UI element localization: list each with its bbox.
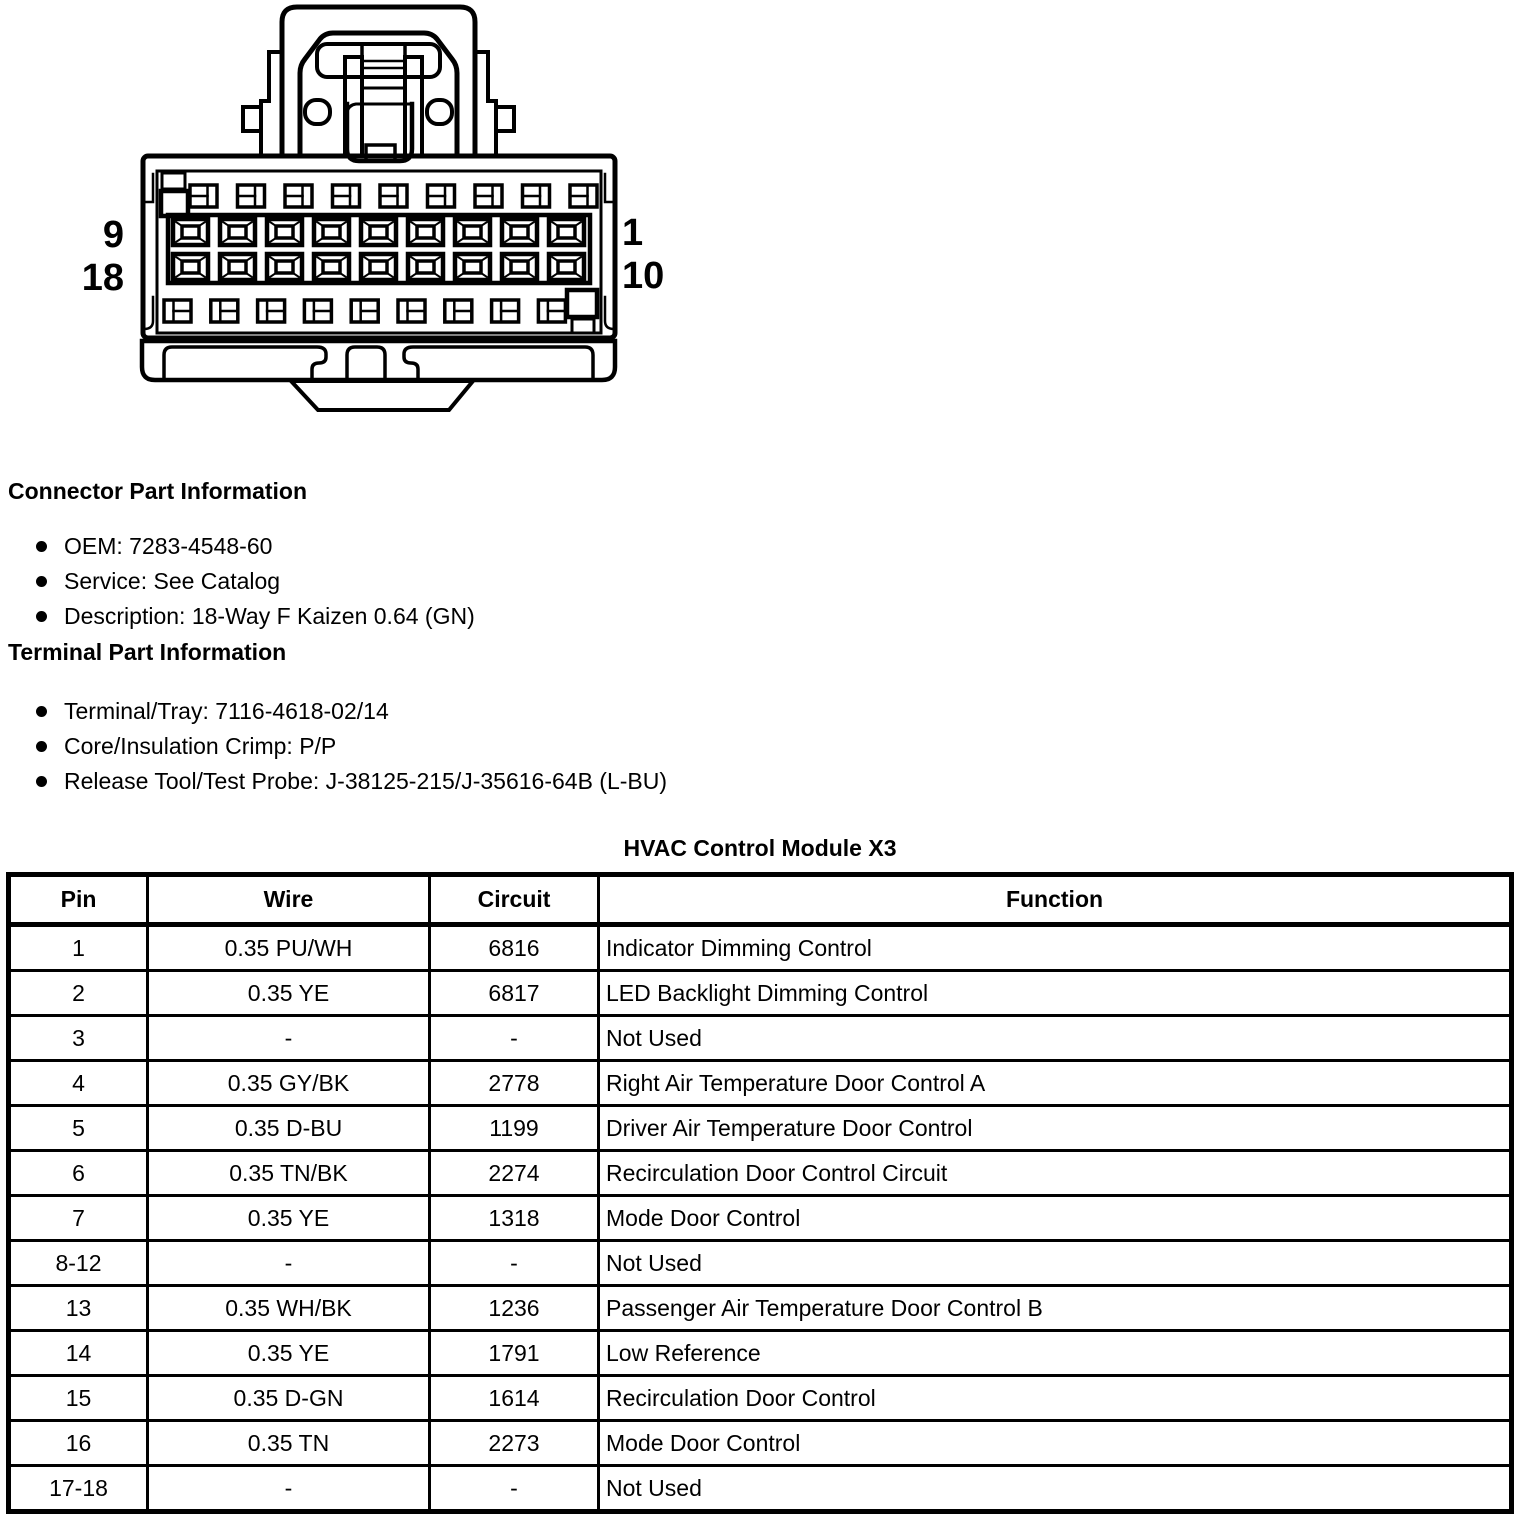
cell-function: Right Air Temperature Door Control A: [599, 1061, 1512, 1106]
cell-circuit: 1199: [430, 1106, 599, 1151]
cell-function: Recirculation Door Control Circuit: [599, 1151, 1512, 1196]
terminal-info-list: [0, 694, 667, 799]
bullet-icon: [36, 776, 47, 787]
cell-circuit: 1614: [430, 1376, 599, 1421]
table-row: [9, 1466, 1512, 1512]
cell-circuit: 1791: [430, 1331, 599, 1376]
cell-pin: 14: [9, 1331, 148, 1376]
column-header-circuit: Circuit: [430, 875, 599, 925]
column-header-pin: Pin: [9, 875, 148, 925]
cell-wire: 0.35 PU/WH: [148, 925, 430, 971]
list-item-text: Terminal/Tray: 7116-4618-02/14: [64, 698, 389, 724]
connector-diagram: [0, 0, 700, 430]
cell-wire: 0.35 YE: [148, 1196, 430, 1241]
pin-label-9: 9: [102, 214, 124, 256]
cell-circuit: -: [430, 1016, 599, 1061]
cell-pin: 17-18: [9, 1466, 148, 1512]
cell-wire: 0.35 D-GN: [148, 1376, 430, 1421]
table-row: [9, 1286, 1512, 1331]
cell-wire: 0.35 YE: [148, 1331, 430, 1376]
cell-circuit: -: [430, 1466, 599, 1512]
terminal-row-1: [173, 219, 584, 245]
list-item-text: Service: See Catalog: [64, 568, 281, 594]
list-item-text: OEM: 7283-4548-60: [64, 533, 273, 559]
list-item: [0, 729, 667, 764]
table-title: HVAC Control Module X3: [623, 835, 897, 861]
cell-circuit: 6817: [430, 971, 599, 1016]
connector-info-heading: Connector Part Information: [8, 478, 308, 504]
cell-pin: 8-12: [9, 1241, 148, 1286]
pin-label-10: 10: [622, 255, 665, 297]
table-row: [9, 1196, 1512, 1241]
pinout-table: [6, 872, 1514, 1514]
cell-circuit: 2273: [430, 1421, 599, 1466]
cell-pin: 15: [9, 1376, 148, 1421]
cell-wire: 0.35 TN/BK: [148, 1151, 430, 1196]
cell-pin: 2: [9, 971, 148, 1016]
list-item: [0, 529, 475, 564]
terminal-row-2: [173, 254, 584, 280]
cell-wire: -: [148, 1466, 430, 1512]
table-row: [9, 1106, 1512, 1151]
cell-pin: 7: [9, 1196, 148, 1241]
list-item-text: Core/Insulation Crimp: P/P: [64, 733, 337, 759]
cell-function: Not Used: [599, 1466, 1512, 1512]
cell-function: Not Used: [599, 1241, 1512, 1286]
table-row: [9, 1151, 1512, 1196]
list-item: [0, 564, 475, 599]
table-row: [9, 1421, 1512, 1466]
cell-circuit: 1318: [430, 1196, 599, 1241]
cell-wire: 0.35 YE: [148, 971, 430, 1016]
cell-wire: 0.35 D-BU: [148, 1106, 430, 1151]
cell-wire: -: [148, 1241, 430, 1286]
column-header-function: Function: [599, 875, 1512, 925]
pin-label-1: 1: [622, 212, 644, 254]
cell-wire: 0.35 GY/BK: [148, 1061, 430, 1106]
header-row: [9, 875, 1512, 925]
table-row: [9, 925, 1512, 971]
cell-function: Mode Door Control: [599, 1421, 1512, 1466]
cell-function: Indicator Dimming Control: [599, 925, 1512, 971]
pin-label-18: 18: [81, 257, 124, 299]
cell-pin: 3: [9, 1016, 148, 1061]
cell-wire: 0.35 TN: [148, 1421, 430, 1466]
table-row: [9, 1061, 1512, 1106]
cell-pin: 6: [9, 1151, 148, 1196]
upper-index-row: [190, 185, 597, 207]
cell-function: Not Used: [599, 1016, 1512, 1061]
list-item: [0, 599, 475, 634]
cell-function: Driver Air Temperature Door Control: [599, 1106, 1512, 1151]
terminal-info-heading: Terminal Part Information: [8, 639, 287, 665]
table-row: [9, 1331, 1512, 1376]
cell-function: Mode Door Control: [599, 1196, 1512, 1241]
cell-circuit: 1236: [430, 1286, 599, 1331]
bullet-icon: [36, 741, 47, 752]
bullet-icon: [36, 541, 47, 552]
connector-info-list: [0, 529, 475, 634]
bullet-icon: [36, 576, 47, 587]
table-row: [9, 1016, 1512, 1061]
cell-pin: 16: [9, 1421, 148, 1466]
bullet-icon: [36, 611, 47, 622]
column-header-wire: Wire: [148, 875, 430, 925]
list-item: [0, 764, 667, 799]
cell-pin: 5: [9, 1106, 148, 1151]
cell-circuit: 6816: [430, 925, 599, 971]
list-item: [0, 694, 667, 729]
cell-circuit: 2274: [430, 1151, 599, 1196]
cell-wire: 0.35 WH/BK: [148, 1286, 430, 1331]
cell-pin: 1: [9, 925, 148, 971]
cell-function: Recirculation Door Control: [599, 1376, 1512, 1421]
cell-pin: 4: [9, 1061, 148, 1106]
cell-function: LED Backlight Dimming Control: [599, 971, 1512, 1016]
cell-function: Low Reference: [599, 1331, 1512, 1376]
list-item-text: Release Tool/Test Probe: J-38125-215/J-35616-64B (L-BU): [64, 768, 668, 794]
lower-index-row: [164, 300, 565, 322]
cell-function: Passenger Air Temperature Door Control B: [599, 1286, 1512, 1331]
cell-circuit: 2778: [430, 1061, 599, 1106]
table-row: [9, 1376, 1512, 1421]
list-item-text: Description: 18-Way F Kaizen 0.64 (GN): [64, 603, 475, 629]
cell-wire: -: [148, 1016, 430, 1061]
cell-circuit: -: [430, 1241, 599, 1286]
bullet-icon: [36, 706, 47, 717]
connector-latch: [243, 7, 514, 161]
table-row: [9, 971, 1512, 1016]
connector-base: [142, 341, 615, 410]
table-row: [9, 1241, 1512, 1286]
cell-pin: 13: [9, 1286, 148, 1331]
